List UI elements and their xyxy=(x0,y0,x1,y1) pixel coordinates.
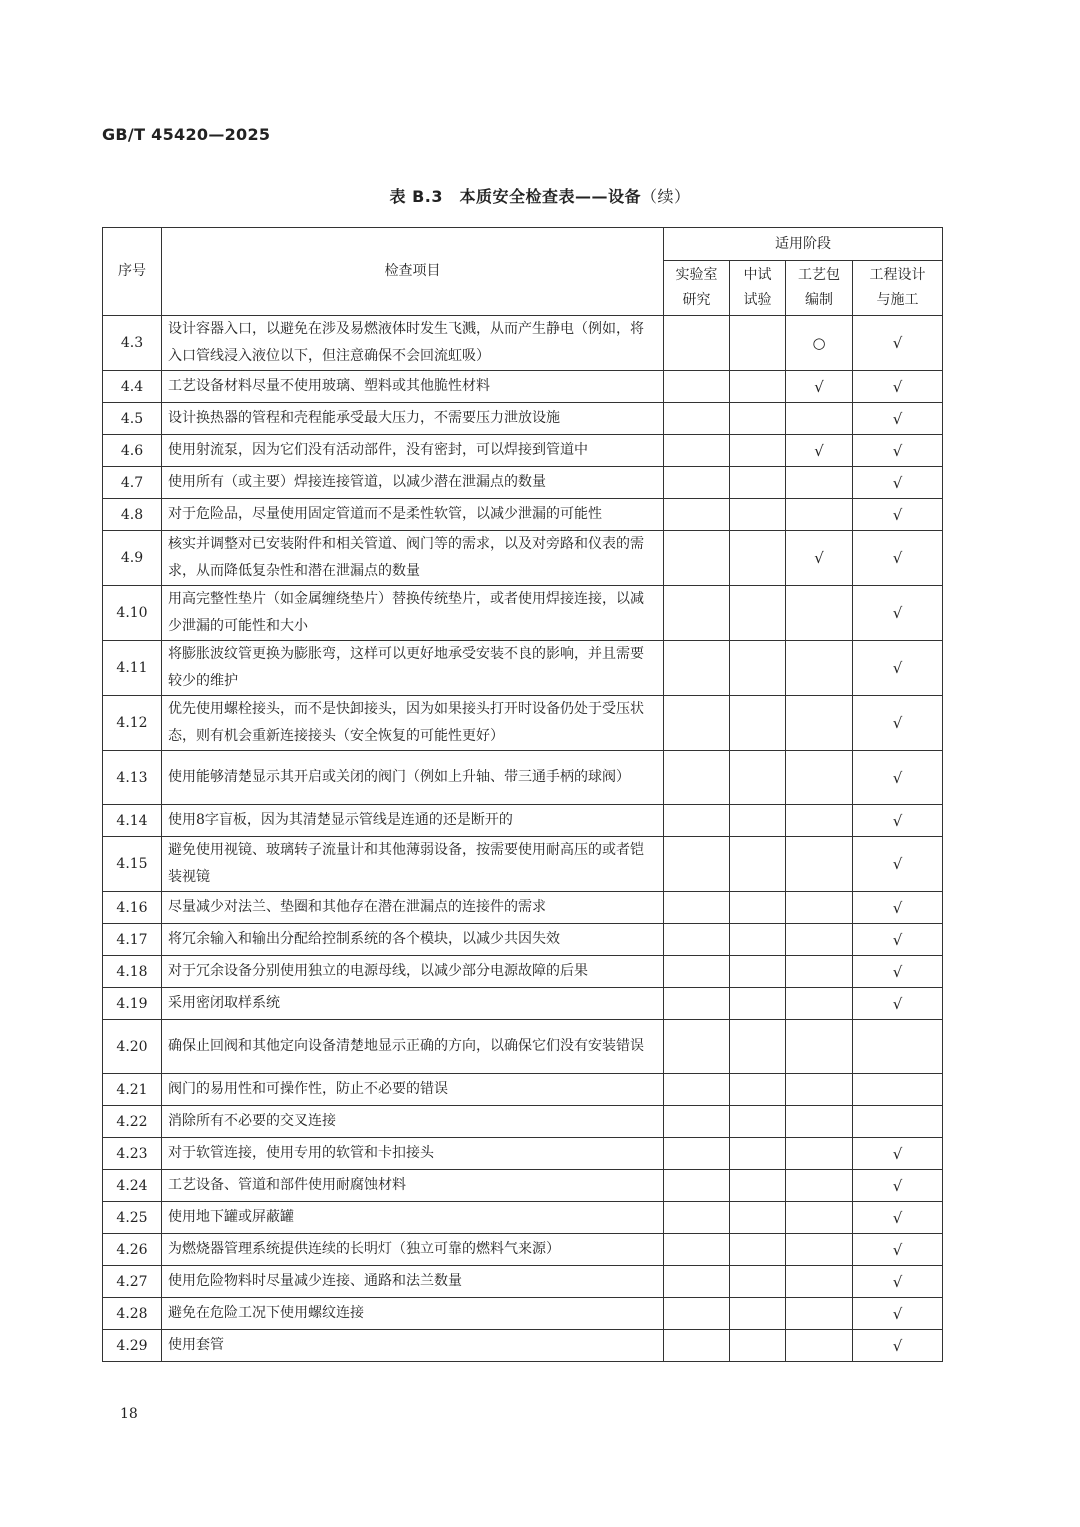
table-row xyxy=(103,1020,943,1074)
table-row xyxy=(103,586,943,641)
stage-package-mark xyxy=(786,1298,853,1330)
row-number: 4.15 xyxy=(103,837,162,892)
stage-lab-mark xyxy=(664,1138,730,1170)
stage-eng-mark: √ xyxy=(853,371,943,403)
table-row xyxy=(103,1106,943,1138)
table-row xyxy=(103,1234,943,1266)
page-number: 18 xyxy=(120,1406,138,1422)
table-title-continued: （续） xyxy=(640,187,691,206)
stage-lab-mark xyxy=(664,1020,730,1074)
row-check-item: 使用危险物料时尽量减少连接、通路和法兰数量 xyxy=(162,1266,664,1298)
row-check-item: 使用地下罐或屏蔽罐 xyxy=(162,1202,664,1234)
stage-package-mark: ○ xyxy=(786,316,853,371)
row-check-item: 采用密闭取样系统 xyxy=(162,988,664,1020)
table-row xyxy=(103,696,943,751)
stage-package-mark xyxy=(786,1170,853,1202)
header-stage-package-line1: 工艺包 xyxy=(798,267,840,283)
row-number: 4.29 xyxy=(103,1330,162,1362)
row-check-item: 将冗余输入和输出分配给控制系统的各个模块，以减少共因失效 xyxy=(162,924,664,956)
stage-lab-mark xyxy=(664,531,730,586)
table-row xyxy=(103,1266,943,1298)
row-check-item: 设计换热器的管程和壳程能承受最大压力，不需要压力泄放设施 xyxy=(162,403,664,435)
stage-lab-mark xyxy=(664,1234,730,1266)
stage-package-mark xyxy=(786,499,853,531)
stage-package-mark xyxy=(786,988,853,1020)
stage-package-mark xyxy=(786,467,853,499)
stage-eng-mark xyxy=(853,1106,943,1138)
stage-pilot-mark xyxy=(730,924,786,956)
row-check-item: 避免在危险工况下使用螺纹连接 xyxy=(162,1298,664,1330)
row-check-item: 用高完整性垫片（如金属缠绕垫片）替换传统垫片，或者使用焊接连接，以减少泄漏的可能性和大小 xyxy=(162,586,664,641)
stage-pilot-mark xyxy=(730,956,786,988)
stage-eng-mark: √ xyxy=(853,956,943,988)
stage-eng-mark: √ xyxy=(853,805,943,837)
row-check-item: 消除所有不必要的交叉连接 xyxy=(162,1106,664,1138)
row-number: 4.13 xyxy=(103,751,162,805)
stage-pilot-mark xyxy=(730,1330,786,1362)
stage-eng-mark: √ xyxy=(853,435,943,467)
row-check-item: 使用8字盲板，因为其清楚显示管线是连通的还是断开的 xyxy=(162,805,664,837)
stage-lab-mark xyxy=(664,316,730,371)
row-check-item: 工艺设备、管道和部件使用耐腐蚀材料 xyxy=(162,1170,664,1202)
stage-lab-mark xyxy=(664,1202,730,1234)
table-row xyxy=(103,499,943,531)
table-body xyxy=(103,316,943,1362)
table-title-text: 表 B.3 本质安全检查表——设备 xyxy=(389,187,641,206)
row-check-item: 为燃烧器管理系统提供连续的长明灯（独立可靠的燃料气来源） xyxy=(162,1234,664,1266)
stage-pilot-mark xyxy=(730,531,786,586)
stage-eng-mark: √ xyxy=(853,892,943,924)
stage-pilot-mark xyxy=(730,1020,786,1074)
stage-pilot-mark xyxy=(730,403,786,435)
stage-pilot-mark xyxy=(730,1202,786,1234)
stage-lab-mark xyxy=(664,805,730,837)
stage-package-mark xyxy=(786,1020,853,1074)
row-number: 4.25 xyxy=(103,1202,162,1234)
stage-lab-mark xyxy=(664,1074,730,1106)
table-title xyxy=(0,184,1080,207)
header-item: 检查项目 xyxy=(162,228,664,316)
row-check-item: 将膨胀波纹管更换为膨胀弯，这样可以更好地承受安装不良的影响，并且需要较少的维护 xyxy=(162,641,664,696)
stage-lab-mark xyxy=(664,467,730,499)
stage-package-mark xyxy=(786,1234,853,1266)
stage-lab-mark xyxy=(664,499,730,531)
row-number: 4.10 xyxy=(103,586,162,641)
stage-lab-mark xyxy=(664,1170,730,1202)
stage-eng-mark: √ xyxy=(853,1330,943,1362)
header-stage-lab-line1: 实验室 xyxy=(675,267,718,283)
row-number: 4.9 xyxy=(103,531,162,586)
stage-lab-mark xyxy=(664,837,730,892)
stage-pilot-mark xyxy=(730,467,786,499)
row-check-item: 使用能够清楚显示其开启或关闭的阀门（例如上升轴、带三通手柄的球阀） xyxy=(162,751,664,805)
table-row xyxy=(103,1170,943,1202)
stage-lab-mark xyxy=(664,924,730,956)
stage-lab-mark xyxy=(664,1298,730,1330)
row-number: 4.8 xyxy=(103,499,162,531)
row-number: 4.20 xyxy=(103,1020,162,1074)
stage-pilot-mark xyxy=(730,1138,786,1170)
table-row xyxy=(103,1298,943,1330)
stage-eng-mark: √ xyxy=(853,499,943,531)
stage-eng-mark: √ xyxy=(853,586,943,641)
header-stage-lab xyxy=(664,261,730,316)
row-number: 4.18 xyxy=(103,956,162,988)
stage-package-mark xyxy=(786,586,853,641)
row-number: 4.7 xyxy=(103,467,162,499)
stage-pilot-mark xyxy=(730,1234,786,1266)
table-row xyxy=(103,531,943,586)
standard-code: GB/T 45420—2025 xyxy=(102,125,271,144)
row-number: 4.12 xyxy=(103,696,162,751)
header-stage-group: 适用阶段 xyxy=(664,228,943,261)
table-row xyxy=(103,956,943,988)
table-row xyxy=(103,1138,943,1170)
stage-pilot-mark xyxy=(730,837,786,892)
row-check-item: 工艺设备材料尽量不使用玻璃、塑料或其他脆性材料 xyxy=(162,371,664,403)
stage-package-mark xyxy=(786,956,853,988)
stage-lab-mark xyxy=(664,1330,730,1362)
stage-package-mark xyxy=(786,403,853,435)
row-check-item: 使用射流泵，因为它们没有活动部件，没有密封，可以焊接到管道中 xyxy=(162,435,664,467)
stage-package-mark xyxy=(786,1202,853,1234)
table-row xyxy=(103,1074,943,1106)
stage-package-mark: √ xyxy=(786,531,853,586)
table-row xyxy=(103,1330,943,1362)
row-check-item: 使用套管 xyxy=(162,1330,664,1362)
stage-pilot-mark xyxy=(730,1170,786,1202)
stage-package-mark xyxy=(786,805,853,837)
stage-eng-mark: √ xyxy=(853,641,943,696)
stage-eng-mark: √ xyxy=(853,403,943,435)
row-number: 4.23 xyxy=(103,1138,162,1170)
stage-package-mark xyxy=(786,641,853,696)
stage-eng-mark: √ xyxy=(853,1170,943,1202)
stage-eng-mark: √ xyxy=(853,924,943,956)
stage-eng-mark: √ xyxy=(853,316,943,371)
row-number: 4.27 xyxy=(103,1266,162,1298)
row-number: 4.6 xyxy=(103,435,162,467)
table-row xyxy=(103,751,943,805)
stage-eng-mark: √ xyxy=(853,1234,943,1266)
stage-lab-mark xyxy=(664,1266,730,1298)
stage-pilot-mark xyxy=(730,1266,786,1298)
row-check-item: 确保止回阀和其他定向设备清楚地显示正确的方向，以确保它们没有安装错误 xyxy=(162,1020,664,1074)
stage-package-mark xyxy=(786,924,853,956)
stage-lab-mark xyxy=(664,892,730,924)
row-number: 4.28 xyxy=(103,1298,162,1330)
table-row xyxy=(103,316,943,371)
table-row xyxy=(103,371,943,403)
stage-pilot-mark xyxy=(730,586,786,641)
checklist-table xyxy=(102,227,943,1362)
stage-lab-mark xyxy=(664,751,730,805)
stage-eng-mark: √ xyxy=(853,837,943,892)
table-row xyxy=(103,988,943,1020)
stage-eng-mark: √ xyxy=(853,1138,943,1170)
stage-pilot-mark xyxy=(730,805,786,837)
stage-lab-mark xyxy=(664,403,730,435)
header-stage-eng xyxy=(853,261,943,316)
header-stage-lab-line2: 研究 xyxy=(682,292,711,308)
stage-package-mark xyxy=(786,1330,853,1362)
stage-pilot-mark xyxy=(730,316,786,371)
row-number: 4.3 xyxy=(103,316,162,371)
stage-package-mark xyxy=(786,837,853,892)
stage-pilot-mark xyxy=(730,892,786,924)
row-check-item: 对于危险品，尽量使用固定管道而不是柔性软管，以减少泄漏的可能性 xyxy=(162,499,664,531)
stage-pilot-mark xyxy=(730,499,786,531)
stage-pilot-mark xyxy=(730,696,786,751)
stage-lab-mark xyxy=(664,988,730,1020)
stage-eng-mark: √ xyxy=(853,1298,943,1330)
stage-eng-mark xyxy=(853,1020,943,1074)
row-check-item: 对于冗余设备分别使用独立的电源母线，以减少部分电源故障的后果 xyxy=(162,956,664,988)
row-check-item: 设计容器入口，以避免在涉及易燃液体时发生飞溅，从而产生静电（例如，将入口管线浸入液位以下，但注意确保不会回流虹吸） xyxy=(162,316,664,371)
row-check-item: 优先使用螺栓接头，而不是快卸接头，因为如果接头打开时设备仍处于受压状态，则有机会重新连接接头（安全恢复的可能性更好） xyxy=(162,696,664,751)
stage-lab-mark xyxy=(664,1106,730,1138)
row-check-item: 避免使用视镜、玻璃转子流量计和其他薄弱设备，按需要使用耐高压的或者铠装视镜 xyxy=(162,837,664,892)
stage-lab-mark xyxy=(664,641,730,696)
row-check-item: 阀门的易用性和可操作性，防止不必要的错误 xyxy=(162,1074,664,1106)
header-row-1 xyxy=(103,228,943,261)
row-check-item: 对于软管连接，使用专用的软管和卡扣接头 xyxy=(162,1138,664,1170)
row-number: 4.21 xyxy=(103,1074,162,1106)
stage-eng-mark: √ xyxy=(853,1202,943,1234)
table-row xyxy=(103,924,943,956)
stage-pilot-mark xyxy=(730,1074,786,1106)
stage-lab-mark xyxy=(664,371,730,403)
header-stage-eng-line2: 与施工 xyxy=(876,292,919,308)
stage-pilot-mark xyxy=(730,751,786,805)
stage-package-mark xyxy=(786,1138,853,1170)
stage-package-mark xyxy=(786,892,853,924)
header-seq: 序号 xyxy=(103,228,162,316)
row-check-item: 尽量减少对法兰、垫圈和其他存在潜在泄漏点的连接件的需求 xyxy=(162,892,664,924)
stage-package-mark xyxy=(786,1106,853,1138)
header-stage-pilot xyxy=(730,261,786,316)
stage-lab-mark xyxy=(664,956,730,988)
row-number: 4.11 xyxy=(103,641,162,696)
stage-pilot-mark xyxy=(730,988,786,1020)
stage-pilot-mark xyxy=(730,371,786,403)
table-row xyxy=(103,403,943,435)
stage-pilot-mark xyxy=(730,641,786,696)
stage-eng-mark: √ xyxy=(853,696,943,751)
stage-eng-mark xyxy=(853,1074,943,1106)
stage-eng-mark: √ xyxy=(853,1266,943,1298)
table-row xyxy=(103,892,943,924)
header-stage-eng-line1: 工程设计 xyxy=(869,267,926,283)
row-number: 4.14 xyxy=(103,805,162,837)
row-number: 4.22 xyxy=(103,1106,162,1138)
stage-pilot-mark xyxy=(730,435,786,467)
row-number: 4.24 xyxy=(103,1170,162,1202)
row-number: 4.4 xyxy=(103,371,162,403)
row-check-item: 核实并调整对已安装附件和相关管道、阀门等的需求，以及对旁路和仪表的需求，从而降低复杂性和潜在泄漏点的数量 xyxy=(162,531,664,586)
row-number: 4.16 xyxy=(103,892,162,924)
stage-package-mark: √ xyxy=(786,371,853,403)
row-number: 4.26 xyxy=(103,1234,162,1266)
stage-package-mark xyxy=(786,696,853,751)
header-stage-pilot-line1: 中试 xyxy=(743,267,772,283)
stage-package-mark: √ xyxy=(786,435,853,467)
header-stage-package-line2: 编制 xyxy=(805,292,833,308)
row-check-item: 使用所有（或主要）焊接连接管道，以减少潜在泄漏点的数量 xyxy=(162,467,664,499)
stage-lab-mark xyxy=(664,586,730,641)
table-row xyxy=(103,435,943,467)
row-number: 4.17 xyxy=(103,924,162,956)
stage-lab-mark xyxy=(664,435,730,467)
stage-eng-mark: √ xyxy=(853,467,943,499)
stage-pilot-mark xyxy=(730,1298,786,1330)
header-stage-package xyxy=(786,261,853,316)
table-row xyxy=(103,805,943,837)
table-row xyxy=(103,467,943,499)
stage-package-mark xyxy=(786,751,853,805)
row-number: 4.19 xyxy=(103,988,162,1020)
stage-eng-mark: √ xyxy=(853,531,943,586)
stage-package-mark xyxy=(786,1074,853,1106)
stage-lab-mark xyxy=(664,696,730,751)
table-row xyxy=(103,641,943,696)
table-row xyxy=(103,837,943,892)
stage-pilot-mark xyxy=(730,1106,786,1138)
row-number: 4.5 xyxy=(103,403,162,435)
stage-eng-mark: √ xyxy=(853,988,943,1020)
stage-package-mark xyxy=(786,1266,853,1298)
header-stage-pilot-line2: 试验 xyxy=(743,292,772,308)
table-row xyxy=(103,1202,943,1234)
stage-eng-mark: √ xyxy=(853,751,943,805)
